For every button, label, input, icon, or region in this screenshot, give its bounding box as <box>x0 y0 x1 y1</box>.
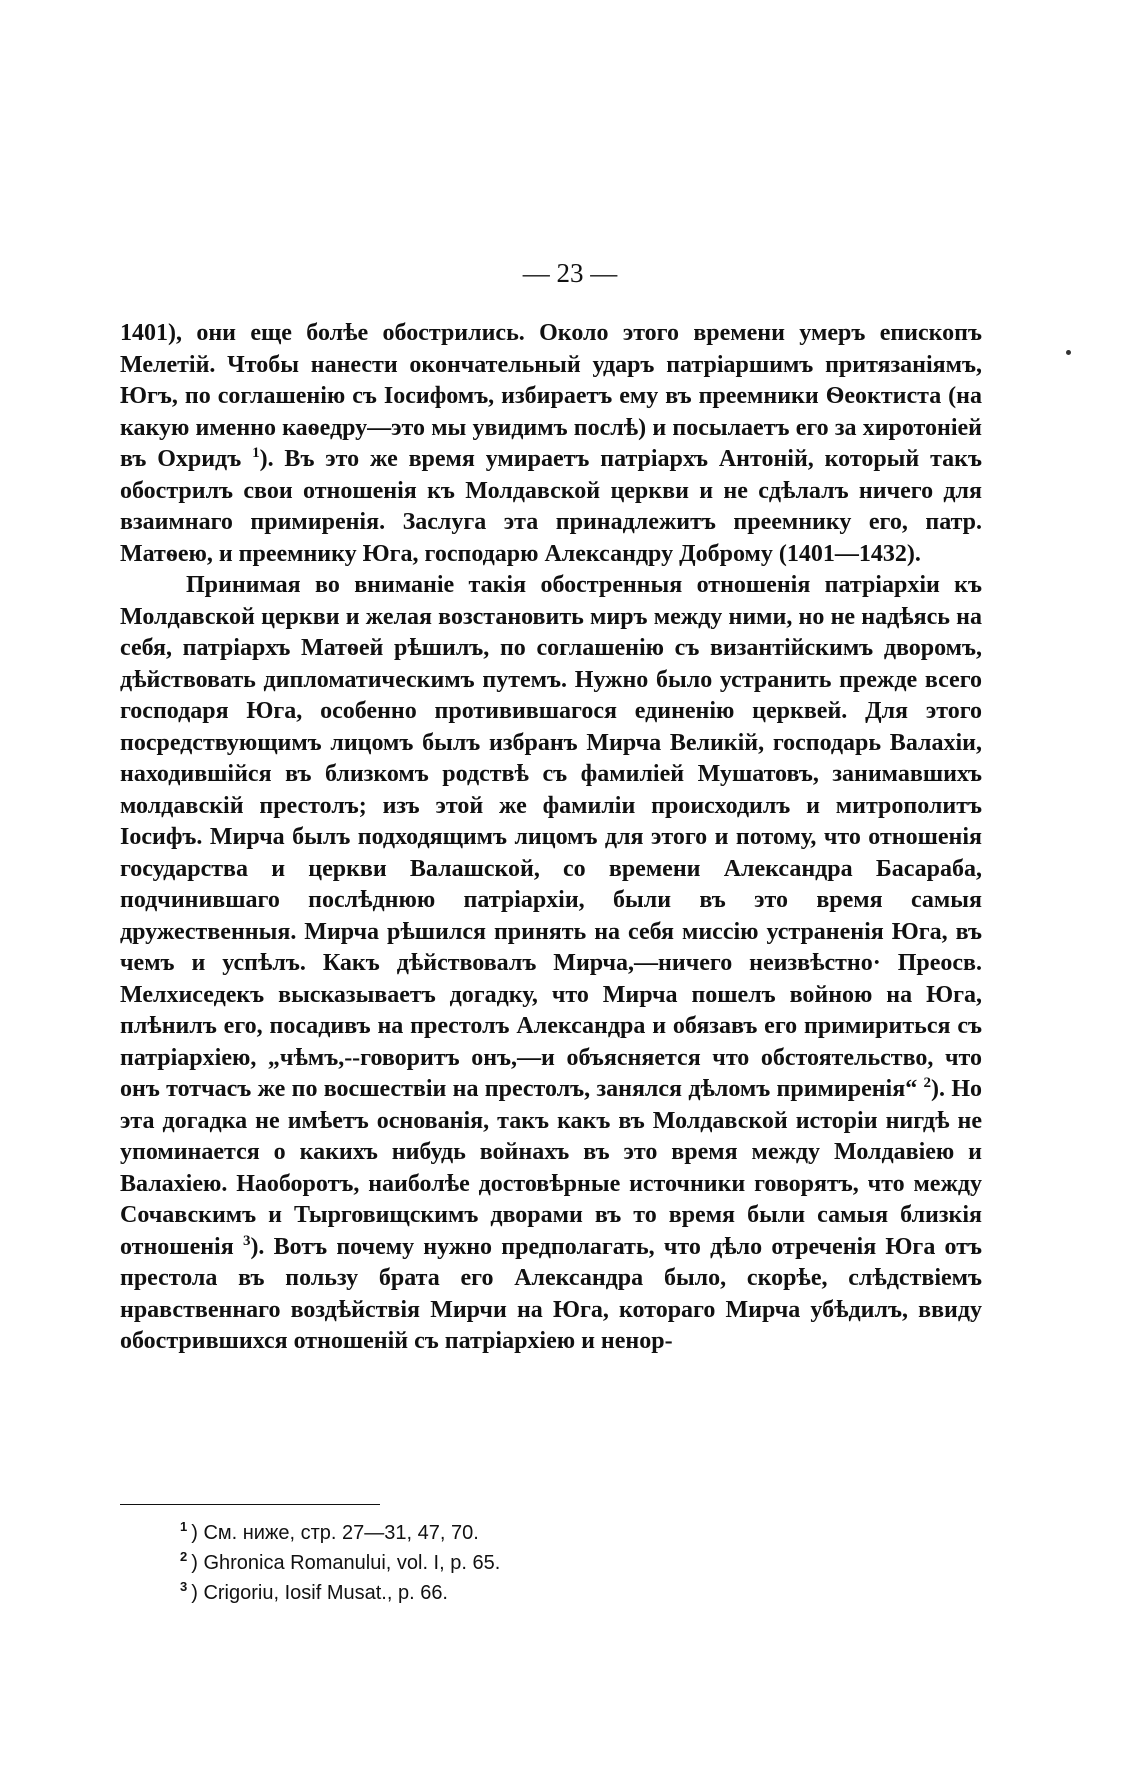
paragraph-text: ). Вотъ почему нужно предполагать, что дѣло отреченія Юга отъ престола въ пользу брата его Александра было, скорѣе, слѣдствіемъ нравственнаго воздѣйствія Мирчи на Юга, котораго Мирча убѣдилъ, ввиду обострившихся отношеній съ патріархіею и ненор- <box>120 1233 983 1354</box>
footnote-divider <box>120 1504 380 1505</box>
footnote-ref: 2 <box>923 1075 932 1091</box>
footnote <box>180 1578 880 1608</box>
footnote <box>180 1548 880 1578</box>
footnotes <box>180 1518 880 1608</box>
paragraph-text: ). Но эта догадка не имѣетъ основанія, такъ какъ въ Молдавской исторіи нигдѣ не упоминается о какихъ нибудь войнахъ въ это время между Молдавіею и Валахіею. Наоборотъ, наиболѣе достовѣрные источники говорятъ, что между Сочавскимъ и Тырговищскимъ дворами въ то время были самыя близкія отношенія <box>120 1076 982 1260</box>
footnote-text: ) Crigoriu, Iosif Musat., p. 66. <box>191 1582 448 1604</box>
paragraph-text: Принимая во вниманіе такія обостренныя отношенія патріархіи къ Молдавской церкви и желая возстановить миръ между ними, но не надѣясь на себя, патріархъ Матѳей рѣшилъ, по соглашенію съ византійскимъ дворомъ, дѣйствовать дипломатическимъ путемъ. Нужно было устранить прежде всего господаря Юга, особенно противившагося единенію церквей. Для этого посредствующимъ лицомъ былъ избранъ Мирча Великій, господарь Валахіи, находившійся въ близкомъ родствѣ съ фамиліей Мушатовъ, занимавшихъ молдавскій престолъ; изъ этой же фамиліи происходилъ и митрополитъ Іосифъ. Мирча былъ подходящимъ лицомъ для этого и потому, что отношенія государства и церкви Валашской, со времени Александра Басараба, подчинившаго послѣднюю патріархіи, были въ это время самыя дружественныя. Мирча рѣшился принять на себя миссію устраненія Юга, въ чемъ и успѣлъ. Какъ дѣйствовалъ Мирча,—ничего неизвѣстно· Преосв. Мелхиседекъ высказываетъ догадку, что Мирча пошелъ войною на Юга, плѣнилъ его, посадивъ на престолъ Александра и обязавъ его примириться съ патріархіею, „чѣмъ,--говоритъ онъ,—и объясняется что обстоятельство, что онъ тотчасъ же по восшествіи на престолъ, занялся дѣломъ примиренія“ <box>120 572 982 1102</box>
footnote-mark: 2 <box>180 1549 188 1564</box>
footnote <box>180 1518 880 1548</box>
footnote-mark: 1 <box>180 1519 188 1534</box>
stray-mark <box>1066 350 1071 355</box>
paragraph <box>120 570 982 1358</box>
footnote-mark: 3 <box>180 1579 188 1594</box>
footnote-ref: 1 <box>252 445 260 461</box>
paragraph <box>120 318 982 570</box>
paragraph-text: 1401), они еще болѣе обострились. Около этого времени умеръ епископъ Мелетій. Чтобы нанести окончательный ударъ патріаршимъ притязаніямъ, Югъ, по соглашенію съ Іосифомъ, избираетъ ему въ преемники Ѳеоктиста (на какую именно каѳедру—это мы увидимъ послѣ) и посылаетъ его за хиротоніей въ Охридъ <box>120 320 982 472</box>
footnote-text: ) См. ниже, стр. 27—31, 47, 70. <box>191 1522 479 1544</box>
footnote-ref: 3 <box>242 1232 251 1249</box>
footnote-text: ) Ghronica Romanului, vol. I, p. 65. <box>191 1552 501 1574</box>
page-number: — 23 — <box>522 258 618 288</box>
body-text <box>120 318 982 1358</box>
paragraph-text: ). Въ это же время умираетъ патріархъ Антоній, который такъ обострилъ свои отношенія къ Молдавской церкви и не сдѣлалъ ничего для взаимнаго примиренія. Заслуга эта принадлежитъ преемнику его, патр. Матѳею, и преемнику Юга, господарю Александру Доброму (1401—1432). <box>120 446 983 567</box>
